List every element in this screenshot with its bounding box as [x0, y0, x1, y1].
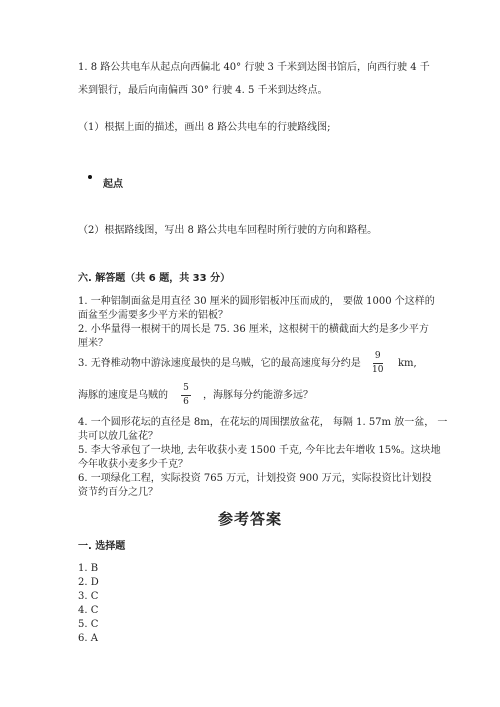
question-line: 共可以放几盆花？: [78, 431, 158, 442]
question-line: 资节约百分之几？: [78, 487, 158, 498]
question-line: 3. 无脊椎动物中游泳速度最快的是乌贼，它的最高速度每分约是: [78, 358, 361, 369]
answer-item: 6. A: [78, 633, 98, 644]
fraction-numerator: 5: [183, 383, 189, 393]
question-line: 1. 一种铝制面盆是用直径 30 厘米的圆形铝板冲压而成的， 要做 1000 个这样的: [78, 296, 435, 307]
answers-section-header: 一. 选择题: [78, 541, 126, 552]
answer-item: 2. D: [78, 577, 99, 588]
question-line: 6. 一项绿化工程，实际投资 765 万元，计划投资 900 万元，实际投资比计划投: [78, 473, 432, 484]
problem-text-line: 米到银行，最后向南偏西 30° 行驶 4. 5 千米到达终点。: [78, 85, 328, 96]
problem-text-line: 1. 8 路公共电车从起点向西偏北 40° 行驶 3 千米到达图书馆后，向西行驶 4 千: [78, 62, 430, 73]
question-line: 厘米？: [78, 338, 108, 349]
question-line: 面盆至少需要多少平方米的铝板？: [78, 310, 228, 321]
question-line: 4. 一个圆形花坛的直径是 8m，在花坛的周围摆放盆花， 每隔 1. 57m 放一盆， 一: [78, 417, 448, 428]
fraction-denominator: 10: [372, 365, 384, 375]
question-line: 2. 小华量得一根树干的周长是 75. 36 厘米，这根树干的横截面大约是多少平方: [78, 324, 429, 335]
fraction: [181, 383, 191, 408]
subquestion-2: （2）根据路线图，写出 8 路公共电车回程时所行驶的方向和路程。: [78, 225, 378, 236]
fraction-bar: [373, 363, 383, 364]
answers-title: 参考答案: [217, 510, 282, 528]
fraction-denominator: 6: [183, 397, 189, 407]
start-point-dot: [88, 175, 92, 179]
subquestion-1: （1）根据上面的描述，画出 8 路公共电车的行驶路线图;: [78, 122, 331, 133]
question-line: ，海豚每分约能游多远？: [203, 390, 313, 401]
answer-item: 5. C: [78, 619, 99, 630]
start-point-label: 起点: [103, 179, 123, 190]
unit-label: km,: [398, 358, 417, 369]
section-header: 六. 解答题（共 6 题，共 33 分）: [78, 273, 231, 284]
fraction-bar: [181, 395, 191, 396]
question-line: 5. 李大爷承包了一块地, 去年收获小麦 1500 千克, 今年比去年增收 15%。这块地: [78, 445, 441, 456]
answer-item: 1. B: [78, 563, 99, 574]
answer-item: 3. C: [78, 591, 99, 602]
question-line: 海豚的速度是乌贼的: [78, 390, 168, 401]
fraction-numerator: 9: [374, 351, 381, 361]
fraction: [372, 351, 383, 376]
answer-item: 4. C: [78, 605, 99, 616]
question-line: 今年收获小麦多少千克？: [78, 459, 188, 470]
